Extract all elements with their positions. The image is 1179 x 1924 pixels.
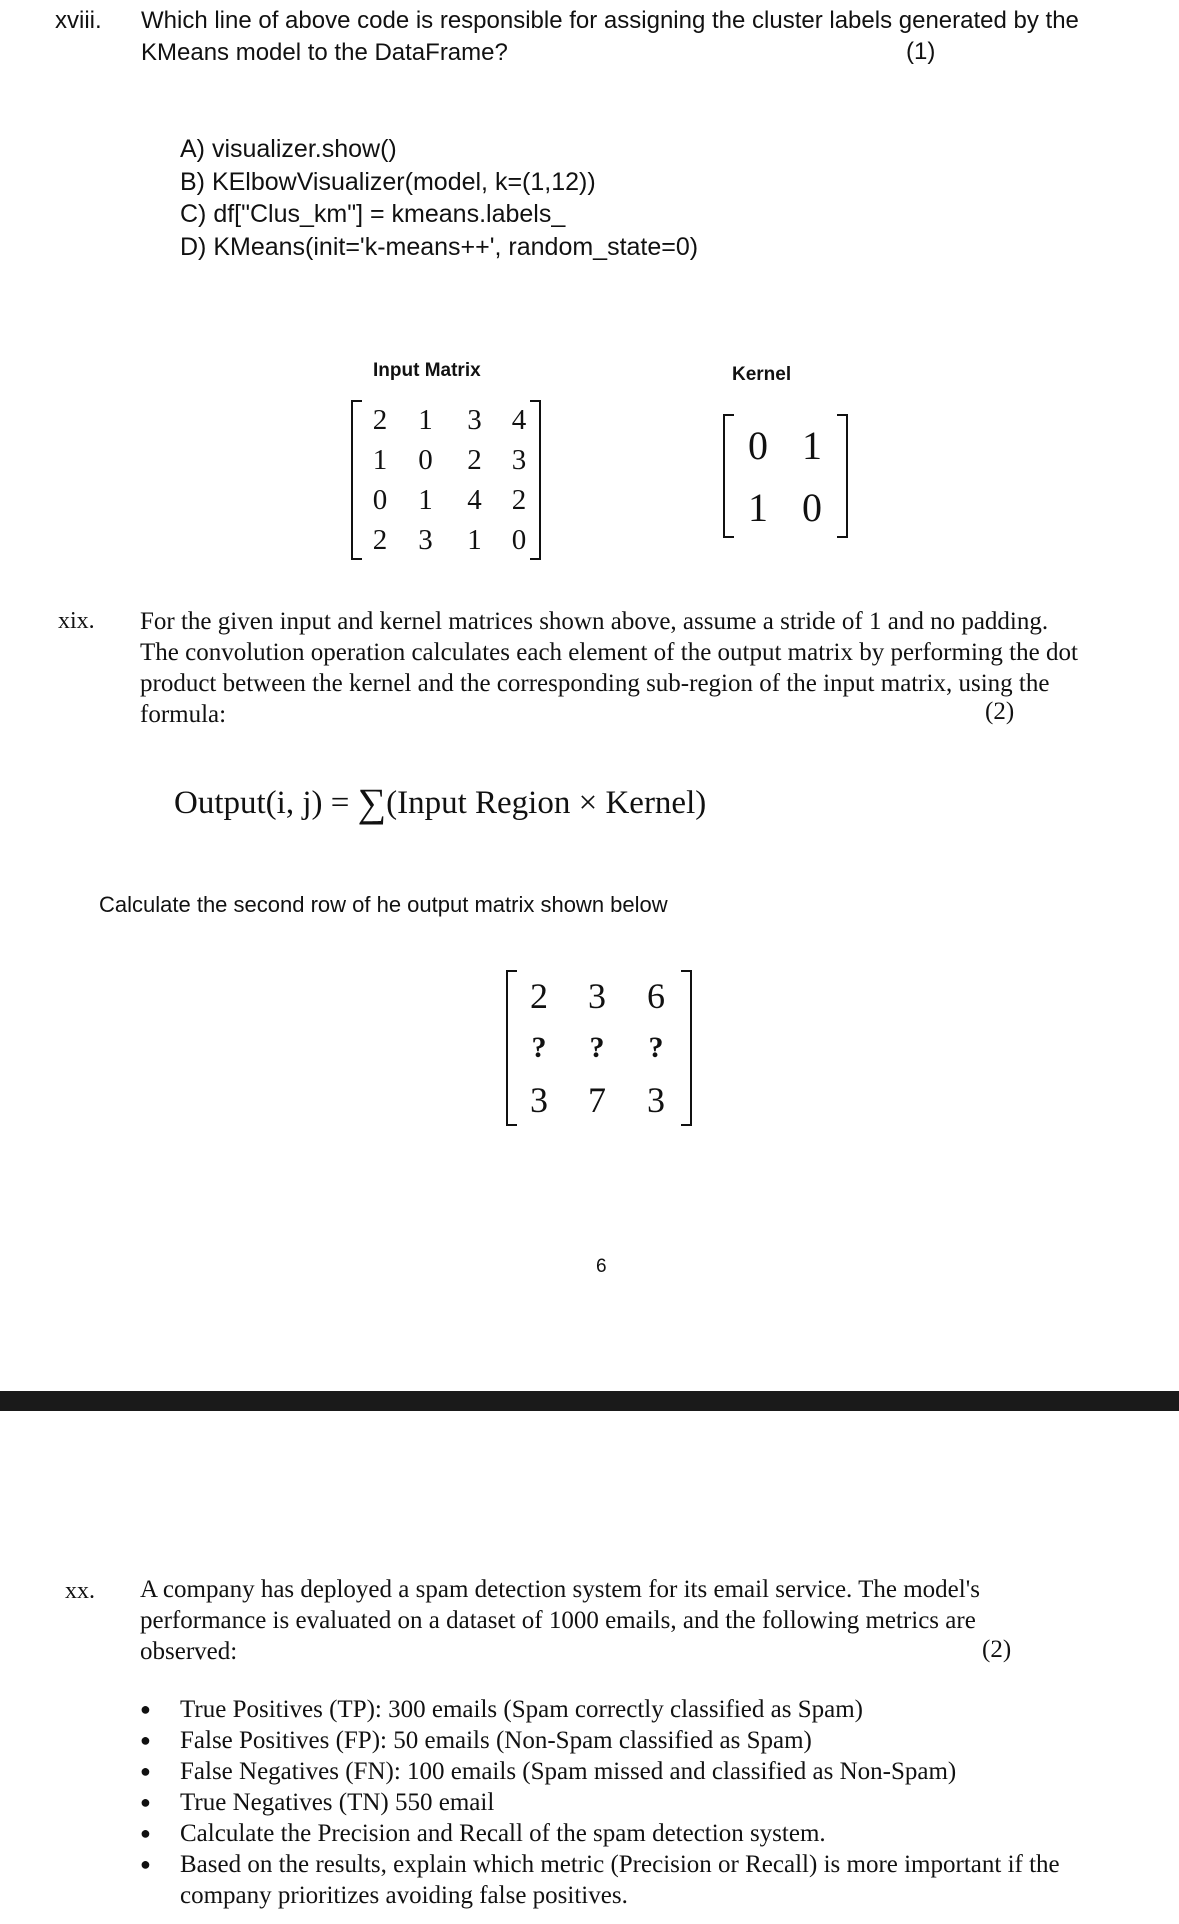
kernel-cell: 0 [802,484,822,530]
output-cell-unknown: ? [589,1031,605,1064]
list-item [140,1756,1120,1787]
page-divider [0,1391,1179,1411]
kernel-cell: 0 [748,422,768,468]
list-item [140,1694,1120,1725]
input-cell: 2 [372,403,388,436]
list-item [140,1725,1120,1756]
input-cell: 0 [511,523,527,556]
list-item [140,1849,1120,1911]
output-cell-unknown: ? [648,1031,664,1064]
question-20-number: xx. [65,1578,95,1604]
list-item-text: False Positives (FP): 50 emails (Non-Spam classified as Spam) [180,1727,812,1754]
kernel-matrix [723,414,848,538]
output-cell: 2 [530,976,548,1016]
output-cell-unknown: ? [531,1031,547,1064]
input-cell: 1 [418,483,433,516]
list-item-text: True Negatives (TN) 550 email [180,1789,495,1816]
question-18-options [180,133,698,263]
bullet-icon: ● [140,1854,151,1874]
option-d: D) KMeans(init='k-means++', random_state=0) [180,232,699,261]
list-item [140,1818,1120,1849]
option-b: B) KElbowVisualizer(model, k=(1,12)) [180,167,596,196]
question-19-number: xix. [58,608,95,634]
list-item-text: True Positives (TP): 300 emails (Spam correctly classified as Spam) [180,1696,863,1723]
formula-rhs: (Input Region × Kernel) [386,785,707,821]
output-cell: 3 [588,976,606,1016]
list-item-text: Based on the results, explain which metric (Precision or Recall) is more important if the company prioritizes avoiding false positives. [180,1851,1060,1909]
kernel-label: Kernel [732,364,792,385]
bullet-icon: ● [140,1823,151,1843]
option-a: A) visualizer.show() [180,135,397,163]
output-cell: 7 [588,1080,606,1120]
output-cell: 3 [530,1080,548,1120]
bullet-icon: ● [140,1792,151,1812]
output-instruction: Calculate the second row of he output matrix shown below [99,892,668,917]
input-cell: 1 [418,403,433,436]
input-matrix-label: Input Matrix [373,360,481,381]
input-cell: 1 [467,523,482,556]
input-cell: 0 [372,483,388,516]
input-cell: 1 [372,443,388,476]
question-18-number: xviii. [55,7,102,34]
list-item-text: Calculate the Precision and Recall of the spam detection system. [180,1820,826,1847]
input-cell: 3 [418,523,433,556]
formula-lhs: Output(i, j) = [174,785,350,821]
question-19-text: For the given input and kernel matrices shown above, assume a stride of 1 and no padding. The convolution operation calculates each element of the output matrix by performing the dot product between the kernel and the corresponding sub-region of the input matrix, using the formula: [140,608,1078,728]
output-cell: 3 [647,1080,665,1120]
sigma-icon: ∑ [357,780,387,825]
question-18-marks: (1) [906,38,936,65]
bullet-icon: ● [140,1761,151,1781]
input-cell: 4 [511,403,527,436]
page-number: 6 [596,1256,607,1277]
input-cell: 3 [511,443,527,476]
question-18-text: Which line of above code is responsible for assigning the cluster labels generated by the KMeans model to the DataFrame? [141,7,1079,66]
output-cell: 6 [647,976,665,1016]
question-20-text: A company has deployed a spam detection system for its email service. The model's performance is evaluated on a dataset of 1000 emails, and the following metrics are observed: [140,1576,980,1665]
question-20-marks: (2) [982,1636,1012,1663]
input-cell: 2 [372,523,388,556]
bullet-icon: ● [140,1699,151,1719]
input-cell: 3 [467,403,482,436]
input-cell: 4 [467,483,482,516]
option-c: C) df["Clus_km"] = kmeans.labels_ [180,200,566,228]
question-19-marks: (2) [985,698,1015,725]
output-right-bracket [681,970,692,1126]
input-matrix [351,400,541,560]
input-cell: 0 [418,443,433,476]
kernel-cell: 1 [748,484,768,530]
input-cell: 2 [467,443,482,476]
list-item [140,1787,1120,1818]
input-cell: 2 [511,483,527,516]
convolution-formula [174,776,706,823]
output-matrix [506,970,692,1126]
metrics-list [140,1694,1120,1911]
bullet-icon: ● [140,1730,151,1750]
kernel-cell: 1 [802,422,822,468]
list-item-text: False Negatives (FN): 100 emails (Spam missed and classified as Non-Spam) [180,1758,957,1785]
